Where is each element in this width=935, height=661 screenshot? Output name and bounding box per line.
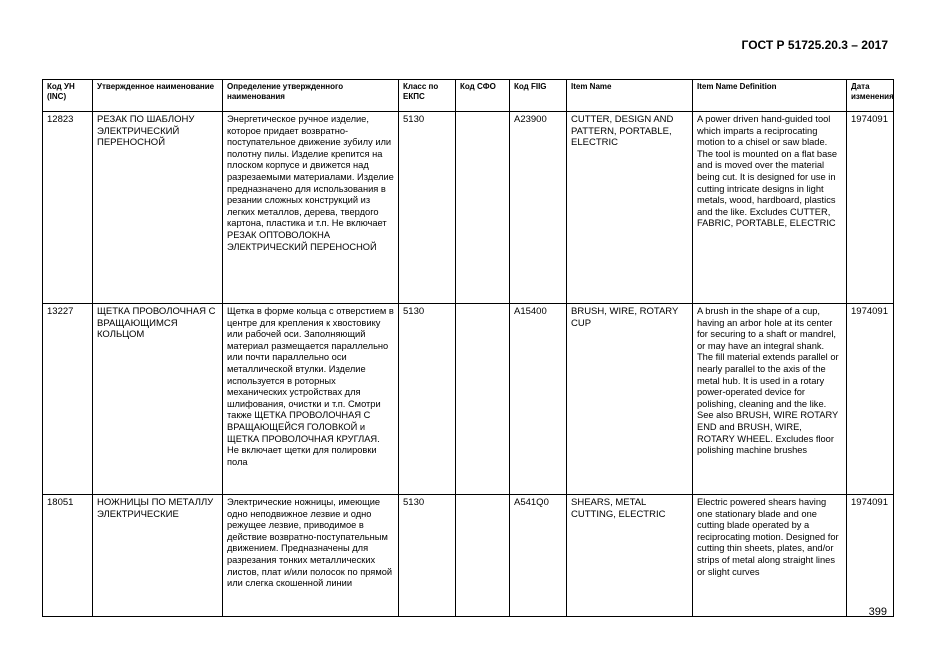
col-header-date: Дата изменения bbox=[847, 80, 894, 112]
cell-ekps: 5130 bbox=[399, 495, 456, 617]
cell-sfo bbox=[456, 304, 510, 495]
catalog-table bbox=[42, 79, 894, 617]
cell-name: НОЖНИЦЫ ПО МЕТАЛЛУ ЭЛЕКТРИЧЕСКИЕ bbox=[93, 495, 223, 617]
cell-definition: Щетка в форме кольца с отверстием в центре для крепления к хвостовику или рабочей оси. Заполняющий материал размещается параллельно или почти параллельно оси металлической втулки. Изделие используется в роторных механических устройствах для шлифования, очистки и т.п. Смотри также ЩЕТКА ПРОВОЛОЧНАЯ С ВРАЩАЮЩЕЙСЯ ГОЛОВКОЙ и ЩЕТКА ПРОВОЛОЧНАЯ КРУГЛАЯ. Не включает щетки для полировки пола bbox=[223, 304, 399, 495]
cell-date: 1974091 bbox=[847, 304, 894, 495]
col-header-ekps: Класс по ЕКПС bbox=[399, 80, 456, 112]
table-row bbox=[43, 112, 894, 304]
col-header-code: Код УН (INC) bbox=[43, 80, 93, 112]
cell-code: 13227 bbox=[43, 304, 93, 495]
table-row bbox=[43, 304, 894, 495]
col-header-item-definition: Item Name Definition bbox=[693, 80, 847, 112]
cell-date: 1974091 bbox=[847, 495, 894, 617]
col-header-sfo: Код СФО bbox=[456, 80, 510, 112]
cell-definition: Энергетическое ручное изделие, которое придает возвратно-поступательное движение зубилу или полотну пилы. Изделие крепится на плоском корпусе и движется над разрезаемыми материалами. Изделие предназначено для использования в резании сложных конструкций из легких металлов, дерева, твердого картона, пластика и т.п. Не включает РЕЗАК ОПТОВОЛОКНА ЭЛЕКТРИЧЕСКИЙ ПЕРЕНОСНОЙ bbox=[223, 112, 399, 304]
table-row bbox=[43, 495, 894, 617]
cell-item-name: SHEARS, METAL CUTTING, ELECTRIC bbox=[567, 495, 693, 617]
cell-ekps: 5130 bbox=[399, 304, 456, 495]
page-number: 399 bbox=[868, 606, 887, 618]
table-header-row bbox=[43, 80, 894, 112]
cell-definition: Электрические ножницы, имеющие одно неподвижное лезвие и одно режущее лезвие, приводимое в действие возвратно-поступательным движением. Предназначены для разрезания тонких металлических листов, плат и/или полосок по прямой или слегка скошенной линии bbox=[223, 495, 399, 617]
cell-fiig: A15400 bbox=[510, 304, 567, 495]
cell-item-name: CUTTER, DESIGN AND PATTERN, PORTABLE, ELECTRIC bbox=[567, 112, 693, 304]
cell-sfo bbox=[456, 112, 510, 304]
cell-code: 18051 bbox=[43, 495, 93, 617]
cell-ekps: 5130 bbox=[399, 112, 456, 304]
cell-item-definition: Electric powered shears having one stationary blade and one cutting blade operated by a reciprocating motion. Designed for cutting thin sheets, plates, and/or strips of metal along straight lines or slight curves bbox=[693, 495, 847, 617]
col-header-item-name: Item Name bbox=[567, 80, 693, 112]
document-header: ГОСТ Р 51725.20.3 – 2017 bbox=[741, 38, 888, 52]
cell-date: 1974091 bbox=[847, 112, 894, 304]
cell-code: 12823 bbox=[43, 112, 93, 304]
cell-name: ЩЕТКА ПРОВОЛОЧНАЯ С ВРАЩАЮЩИМСЯ КОЛЬЦОМ bbox=[93, 304, 223, 495]
cell-item-definition: A brush in the shape of a cup, having an arbor hole at its center for securing to a shaft or mandrel, or may have an integral shank. The fill material extends parallel or nearly parallel to the axis of the metal hub. It is used in a rotary power-operated device for polishing, cleaning and the like. See also BRUSH, WIRE ROTARY END and BRUSH, WIRE, ROTARY WHEEL. Excludes floor polishing machine brushes bbox=[693, 304, 847, 495]
col-header-name: Утвержденное наименование bbox=[93, 80, 223, 112]
cell-item-name: BRUSH, WIRE, ROTARY CUP bbox=[567, 304, 693, 495]
col-header-fiig: Код FIIG bbox=[510, 80, 567, 112]
cell-sfo bbox=[456, 495, 510, 617]
cell-item-definition: A power driven hand-guided tool which imparts a reciprocating motion to a chisel or saw blade. The tool is mounted on a flat base and is moved over the material being cut. It is designed for use in cutting intricate designs in light metals, wood, hardboard, plastics and the like. Excludes CUTTER, FABRIC, PORTABLE, ELECTRIC bbox=[693, 112, 847, 304]
cell-name: РЕЗАК ПО ШАБЛОНУ ЭЛЕКТРИЧЕСКИЙ ПЕРЕНОСНОЙ bbox=[93, 112, 223, 304]
cell-fiig: A541Q0 bbox=[510, 495, 567, 617]
col-header-definition: Определение утвержденного наименования bbox=[223, 80, 399, 112]
cell-fiig: A23900 bbox=[510, 112, 567, 304]
